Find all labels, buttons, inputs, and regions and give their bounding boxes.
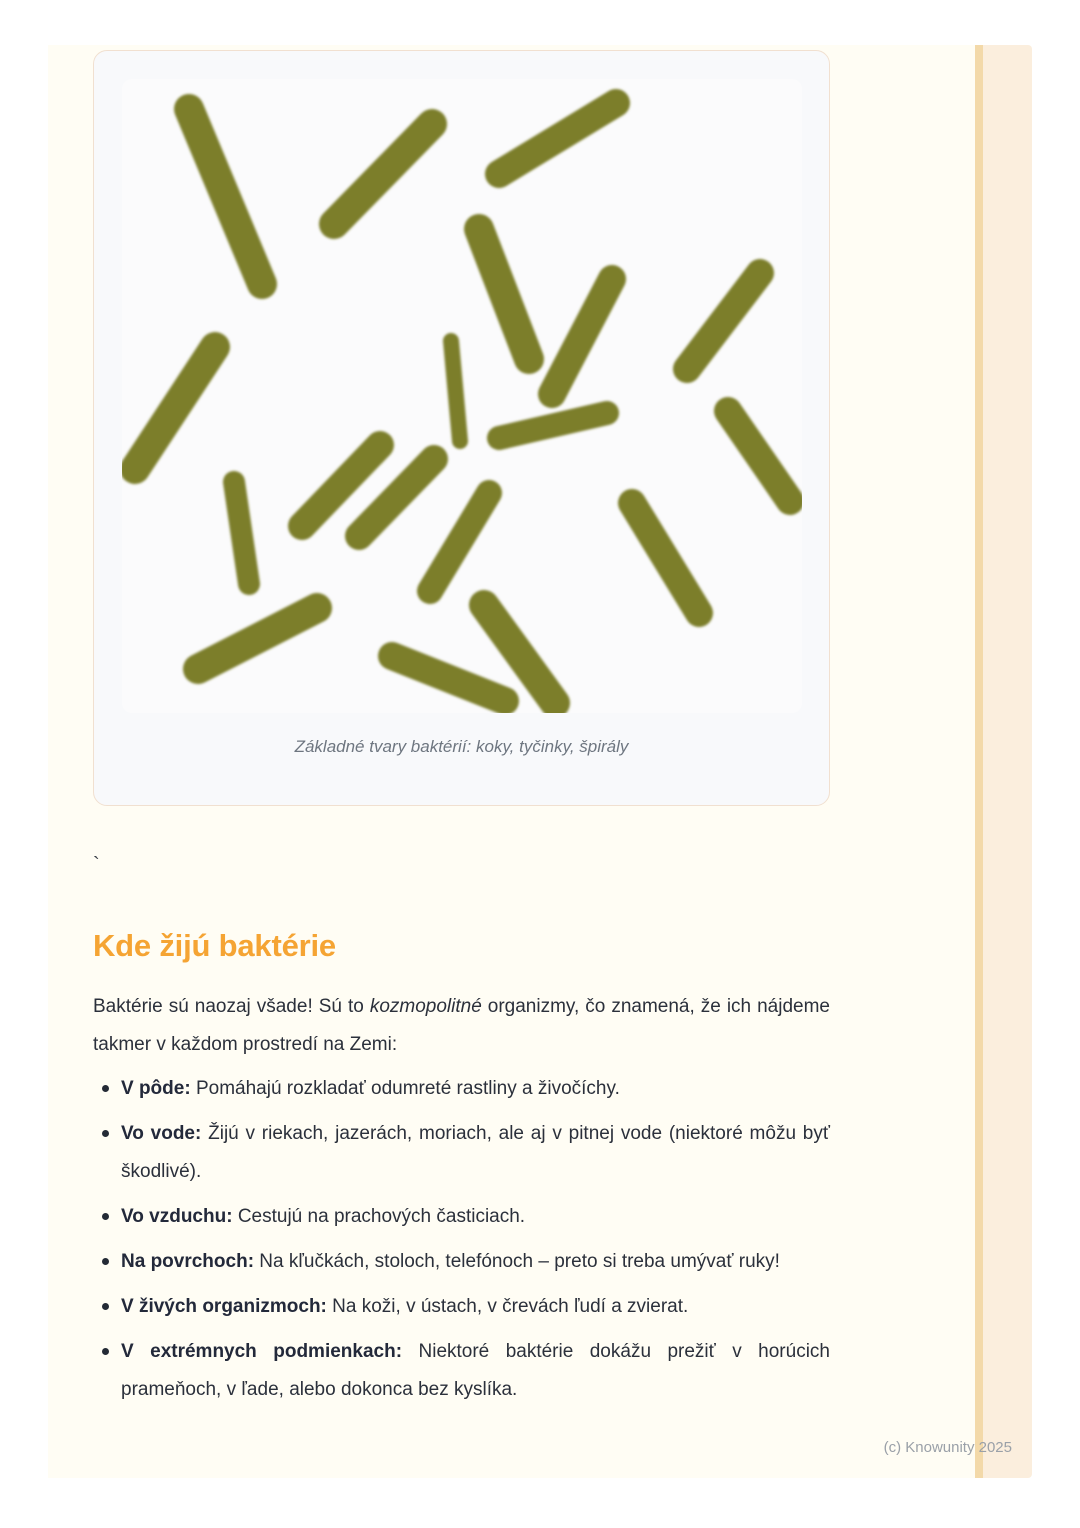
intro-text-segment: Baktérie sú naozaj všade! Sú to bbox=[93, 996, 370, 1017]
list-item-text: Niektoré baktérie dokážu prežiť v horúcich prameňoch, v ľade, alebo dokonca bez kyslíka. bbox=[121, 1341, 830, 1400]
bacterium-rod bbox=[234, 482, 249, 584]
bacterium-rod bbox=[198, 608, 317, 669]
list-item-lead: Vo vode: bbox=[121, 1123, 202, 1144]
list-item bbox=[93, 1070, 830, 1108]
list-item bbox=[93, 1288, 830, 1326]
bacterium-rod bbox=[392, 656, 505, 701]
bacterium-rod bbox=[499, 413, 607, 438]
right-edge-band bbox=[983, 45, 1032, 1478]
stray-backtick: ` bbox=[93, 854, 100, 876]
bacterium-rod bbox=[135, 347, 215, 469]
bacterium-rod bbox=[334, 124, 432, 224]
intro-paragraph bbox=[93, 988, 830, 1064]
list-item-text: Na kľučkách, stoloch, telefónoch – preto si treba umývať ruky! bbox=[254, 1251, 780, 1272]
intro-text-segment: organizmy, čo znamená, že ich nájdeme takmer v každom prostredí na Zemi: bbox=[93, 996, 831, 1055]
bacteria-image bbox=[122, 79, 802, 713]
section-heading: Kde žijú baktérie bbox=[93, 928, 336, 963]
bacteria-rods-illustration bbox=[122, 79, 802, 713]
list-item bbox=[93, 1333, 830, 1409]
bacterium-rod bbox=[687, 273, 760, 369]
list-item-lead: Na povrchoch: bbox=[121, 1251, 255, 1272]
bacterium-rod bbox=[552, 279, 612, 394]
copyright-note: (c) Knowunity 2025 bbox=[883, 1439, 1012, 1456]
bacterium-rod bbox=[189, 109, 262, 284]
list-item-text: Na koži, v ústach, v črevách ľudí a zvierat. bbox=[326, 1296, 689, 1317]
figure-caption: Základné tvary baktérií: koky, tyčinky, špirály bbox=[294, 737, 629, 756]
bacterium-rod bbox=[479, 229, 529, 359]
bacterium-rod bbox=[728, 411, 790, 501]
bacterium-rod bbox=[451, 341, 460, 441]
list-item-lead: V pôde: bbox=[121, 1078, 191, 1099]
right-edge-line bbox=[975, 45, 983, 1478]
list-item bbox=[93, 1198, 830, 1236]
habitat-list bbox=[93, 1070, 830, 1409]
list-item-text: Žijú v riekach, jazerách, moriach, ale aj v pitnej vode (niektoré môžu byť škodlivé). bbox=[121, 1123, 830, 1182]
list-item-text: Pomáhajú rozkladať odumreté rastliny a živočíchy. bbox=[190, 1078, 620, 1099]
list-item bbox=[93, 1115, 830, 1191]
list-item bbox=[93, 1243, 830, 1281]
list-item-text: Cestujú na prachových časticiach. bbox=[232, 1206, 526, 1227]
intro-text-segment: kozmopolitné bbox=[369, 996, 482, 1017]
list-item-lead: V extrémnych podmienkach: bbox=[121, 1341, 403, 1362]
document-content bbox=[93, 50, 830, 1416]
figure-card bbox=[93, 50, 830, 806]
list-item-lead: V živých organizmoch: bbox=[121, 1296, 327, 1317]
bacterium-rod bbox=[430, 493, 489, 591]
bacterium-rod bbox=[499, 103, 616, 174]
bacterium-rod bbox=[632, 503, 699, 613]
list-item-lead: Vo vzduchu: bbox=[121, 1206, 233, 1227]
